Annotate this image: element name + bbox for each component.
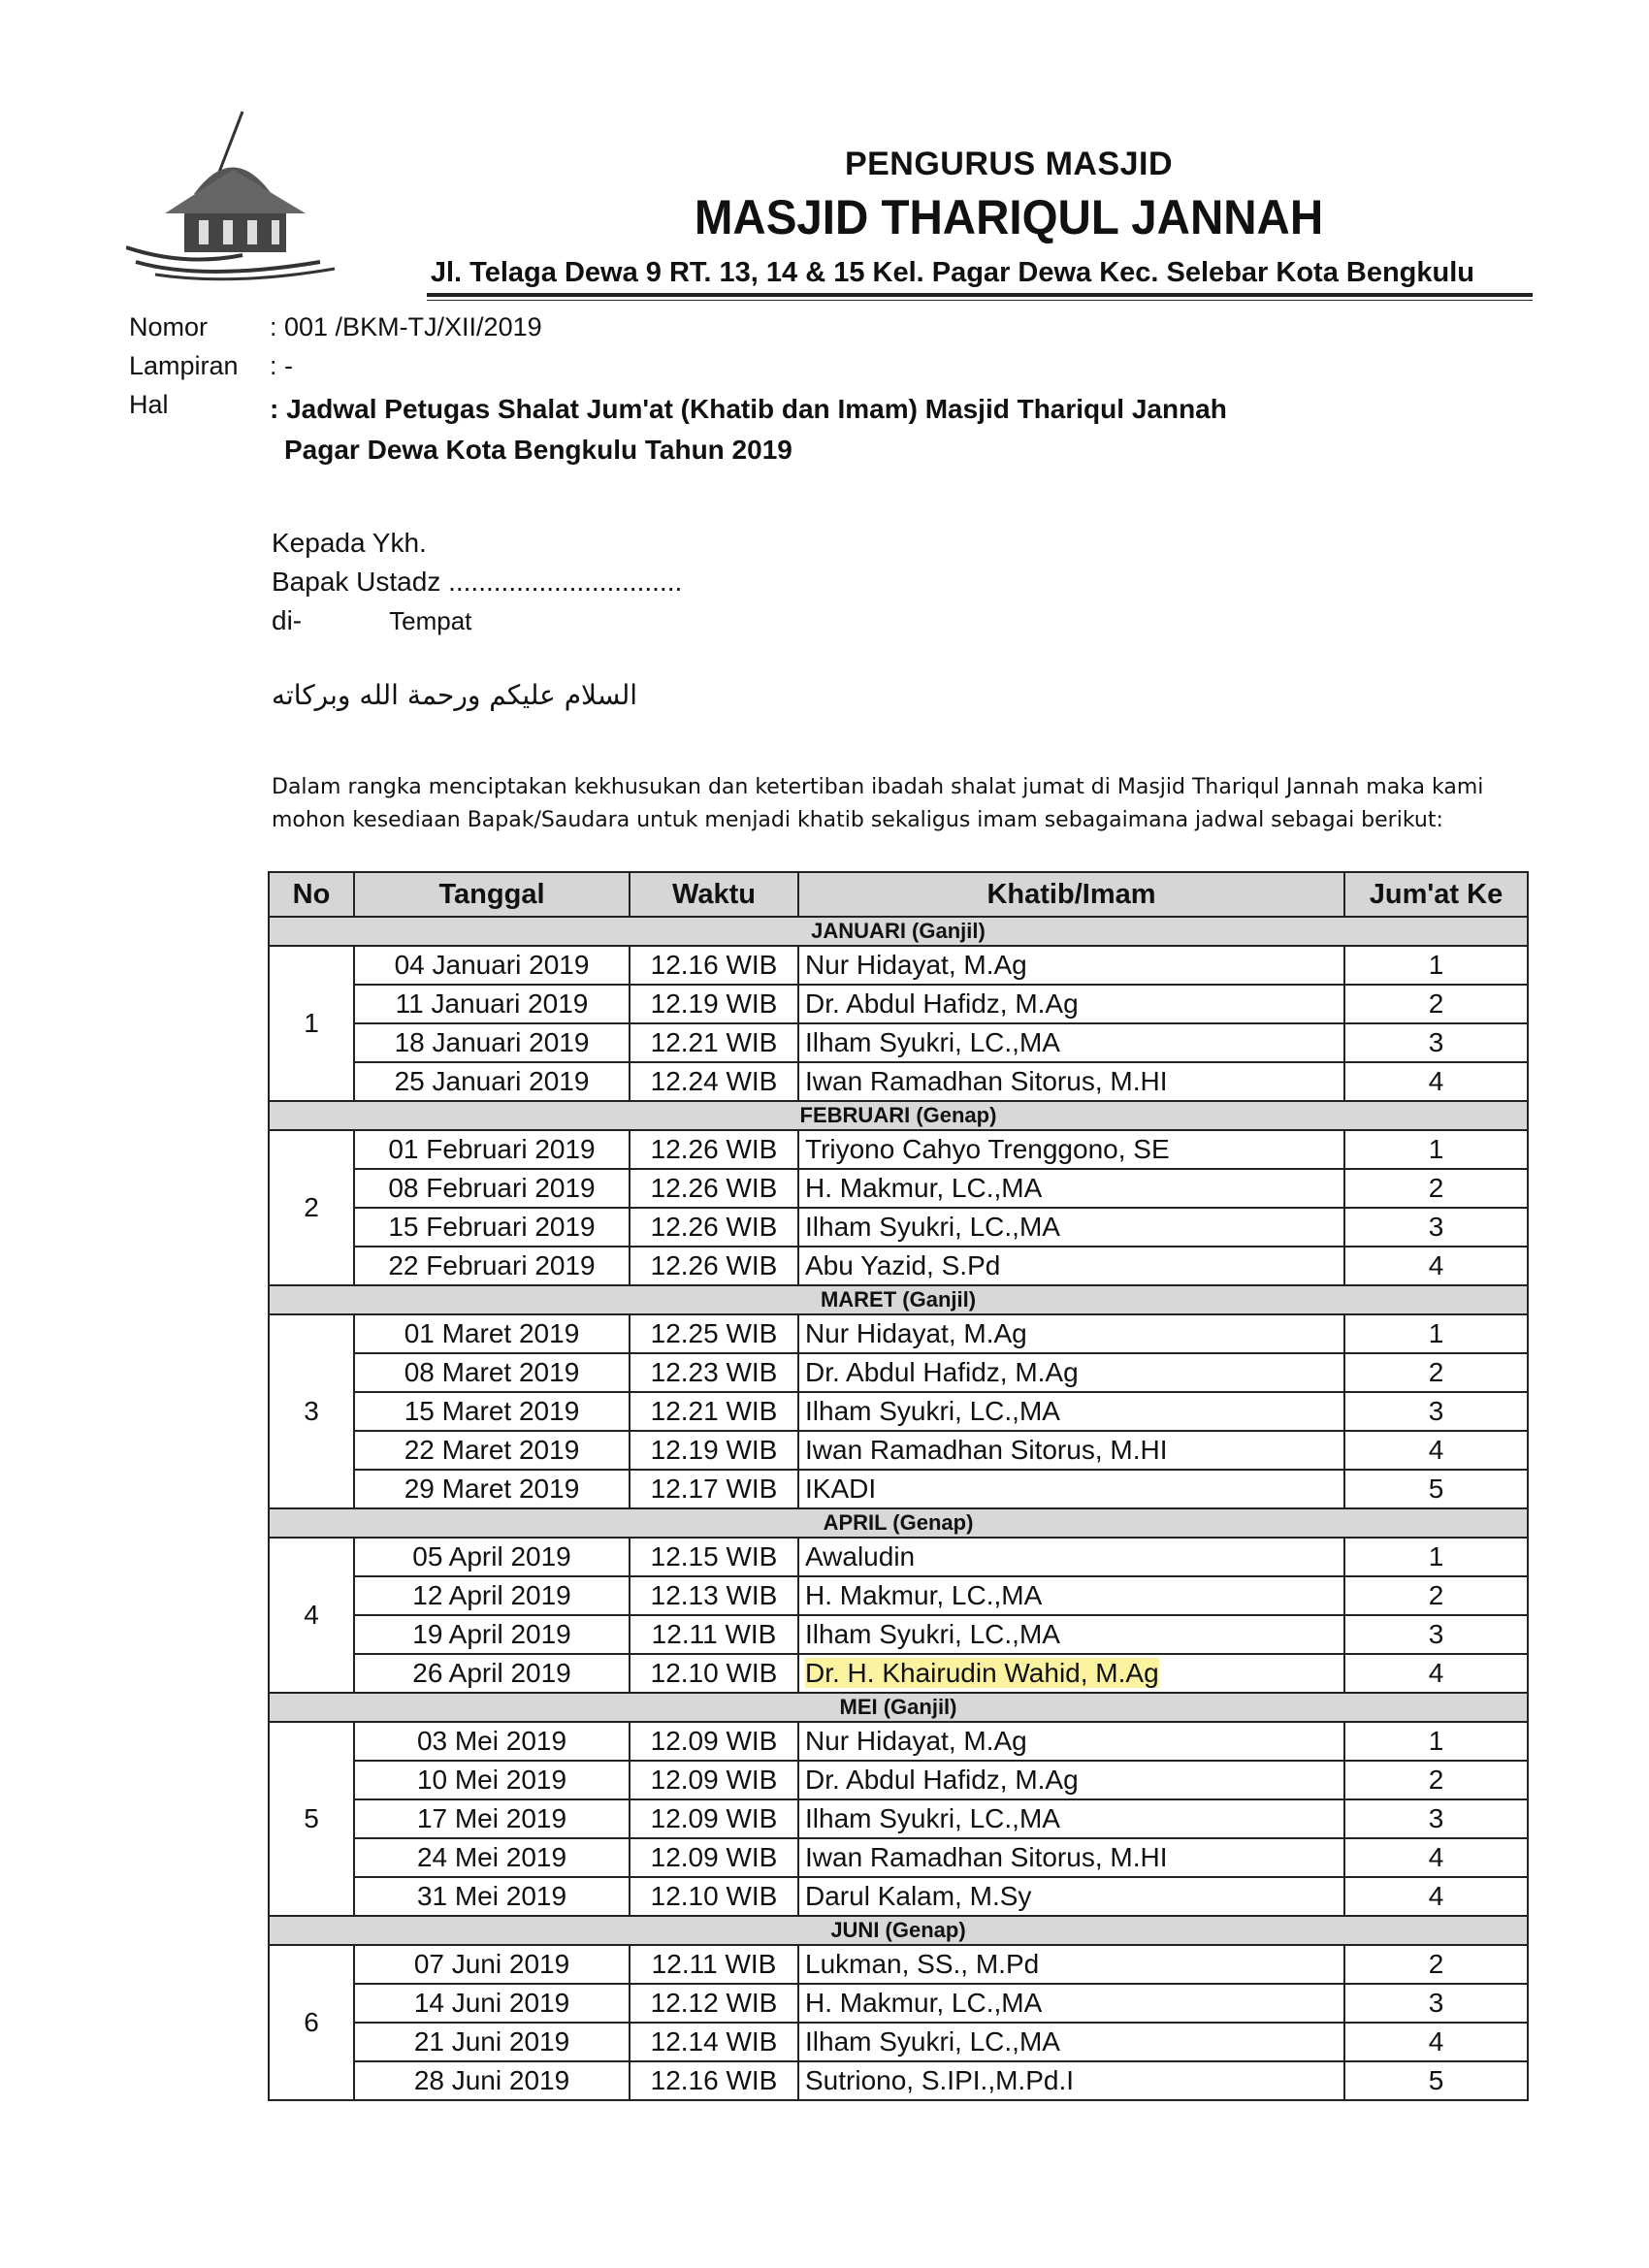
month-row [269,1101,1528,1130]
table-row [269,2061,1528,2100]
cell-jumat-ke: 3 [1344,1615,1528,1654]
table-row [269,1761,1528,1799]
letterhead [427,146,1591,289]
cell-jumat-ke: 3 [1344,1208,1528,1247]
col-header-no: No [269,872,354,917]
cell-waktu: 12.13 WIB [630,1576,798,1615]
cell-khatib: Dr. Abdul Hafidz, M.Ag [798,985,1344,1023]
table-row [269,1314,1528,1353]
salam-greeting: السلام عليكم ورحمة الله وبركاته [272,679,638,711]
cell-waktu: 12.09 WIB [630,1722,798,1761]
cell-jumat-ke: 1 [1344,1538,1528,1576]
cell-tanggal: 31 Mei 2019 [354,1877,630,1916]
table-row [269,1576,1528,1615]
cell-jumat-ke: 1 [1344,1722,1528,1761]
cell-khatib: Abu Yazid, S.Pd [798,1247,1344,1285]
cell-tanggal: 24 Mei 2019 [354,1838,630,1877]
mosque-name: MASJID THARIQUL JANNAH [694,190,1324,244]
table-row [269,1023,1528,1062]
addr-tempat: Tempat [389,606,472,635]
cell-waktu: 12.26 WIB [630,1130,798,1169]
cell-khatib: H. Makmur, LC.,MA [798,1169,1344,1208]
table-row [269,1654,1528,1693]
cell-tanggal: 17 Mei 2019 [354,1799,630,1838]
month-title: JUNI (Genap) [269,1916,1528,1945]
month-row [269,1508,1528,1538]
org-line-1: PENGURUS MASJID [844,146,1174,182]
col-header-jumat-ke: Jum'at Ke [1344,872,1528,917]
cell-tanggal: 12 April 2019 [354,1576,630,1615]
cell-tanggal: 04 Januari 2019 [354,946,630,985]
table-row [269,1877,1528,1916]
addr-line-2: Bapak Ustadz ............................... [272,567,683,597]
letter-meta [129,312,1227,429]
cell-tanggal: 22 Maret 2019 [354,1431,630,1470]
cell-tanggal: 15 Maret 2019 [354,1392,630,1431]
cell-tanggal: 10 Mei 2019 [354,1761,630,1799]
month-row [269,1693,1528,1722]
table-row [269,1538,1528,1576]
cell-khatib: Ilham Syukri, LC.,MA [798,1615,1344,1654]
cell-khatib: Dr. Abdul Hafidz, M.Ag [798,1353,1344,1392]
table-row [269,1247,1528,1285]
cell-khatib: Nur Hidayat, M.Ag [798,946,1344,985]
addr-line-1: Kepada Ykh. [272,528,427,558]
cell-no: 3 [269,1314,354,1508]
cell-waktu: 12.16 WIB [630,2061,798,2100]
cell-jumat-ke: 4 [1344,1431,1528,1470]
cell-khatib: H. Makmur, LC.,MA [798,1576,1344,1615]
hal-value-cont: Pagar Dewa Kota Bengkulu Tahun 2019 [284,435,792,465]
cell-tanggal: 18 Januari 2019 [354,1023,630,1062]
nomor-value: : 001 /BKM-TJ/XII/2019 [270,312,542,341]
cell-tanggal: 15 Februari 2019 [354,1208,630,1247]
cell-khatib: Ilham Syukri, LC.,MA [798,1392,1344,1431]
letterhead-rule-thin [427,300,1533,301]
cell-jumat-ke: 2 [1344,1945,1528,1984]
table-row [269,2023,1528,2061]
cell-jumat-ke: 4 [1344,1838,1528,1877]
cell-no: 1 [269,946,354,1101]
table-row [269,1062,1528,1101]
month-title: MEI (Ganjil) [269,1693,1528,1722]
table-row [269,1838,1528,1877]
cell-waktu: 12.09 WIB [630,1838,798,1877]
cell-waktu: 12.09 WIB [630,1799,798,1838]
table-row [269,1130,1528,1169]
table-row [269,985,1528,1023]
cell-tanggal: 07 Juni 2019 [354,1945,630,1984]
cell-jumat-ke: 2 [1344,1353,1528,1392]
highlighted-name: Dr. H. Khairudin Wahid, M.Ag [805,1658,1159,1688]
table-row [269,1799,1528,1838]
address-block [272,524,682,640]
lampiran-label: Lampiran [129,351,239,380]
cell-khatib: Ilham Syukri, LC.,MA [798,1799,1344,1838]
cell-khatib: Dr. Abdul Hafidz, M.Ag [798,1761,1344,1799]
table-row [269,1208,1528,1247]
cell-waktu: 12.15 WIB [630,1538,798,1576]
cell-jumat-ke: 4 [1344,1654,1528,1693]
col-header-khatib: Khatib/Imam [798,872,1344,917]
cell-jumat-ke: 2 [1344,1169,1528,1208]
cell-waktu: 12.21 WIB [630,1023,798,1062]
lampiran-value: : - [270,351,293,380]
hal-label: Hal [129,390,169,419]
cell-jumat-ke: 2 [1344,1576,1528,1615]
org-address: Jl. Telaga Dewa 9 RT. 13, 14 & 15 Kel. Pagar Dewa Kec. Selebar Kota Bengkulu [430,257,1474,288]
cell-no: 2 [269,1130,354,1285]
cell-waktu: 12.11 WIB [630,1945,798,1984]
table-row [269,1984,1528,2023]
cell-no: 4 [269,1538,354,1693]
month-title: MARET (Ganjil) [269,1285,1528,1314]
cell-khatib: Nur Hidayat, M.Ag [798,1722,1344,1761]
cell-waktu: 12.26 WIB [630,1169,798,1208]
cell-waktu: 12.26 WIB [630,1208,798,1247]
cell-khatib: Triyono Cahyo Trenggono, SE [798,1130,1344,1169]
cell-waktu: 12.25 WIB [630,1314,798,1353]
cell-waktu: 12.10 WIB [630,1654,798,1693]
cell-waktu: 12.14 WIB [630,2023,798,2061]
table-row [269,1945,1528,1984]
cell-jumat-ke: 5 [1344,2061,1528,2100]
col-header-tanggal: Tanggal [354,872,630,917]
cell-jumat-ke: 4 [1344,1877,1528,1916]
cell-jumat-ke: 3 [1344,1984,1528,2023]
cell-khatib [798,1654,1344,1693]
cell-jumat-ke: 2 [1344,1761,1528,1799]
cell-tanggal: 03 Mei 2019 [354,1722,630,1761]
cell-tanggal: 05 April 2019 [354,1538,630,1576]
cell-tanggal: 19 April 2019 [354,1615,630,1654]
mosque-logo [126,102,340,286]
cell-khatib: Iwan Ramadhan Sitorus, M.HI [798,1838,1344,1877]
cell-tanggal: 22 Februari 2019 [354,1247,630,1285]
cell-no: 5 [269,1722,354,1916]
cell-tanggal: 21 Juni 2019 [354,2023,630,2061]
cell-tanggal: 29 Maret 2019 [354,1470,630,1508]
month-title: JANUARI (Ganjil) [269,917,1528,946]
cell-tanggal: 08 Februari 2019 [354,1169,630,1208]
cell-jumat-ke: 1 [1344,946,1528,985]
cell-khatib: Iwan Ramadhan Sitorus, M.HI [798,1062,1344,1101]
month-row [269,1285,1528,1314]
cell-jumat-ke: 4 [1344,1247,1528,1285]
cell-waktu: 12.24 WIB [630,1062,798,1101]
addr-line-3: di- [272,605,303,635]
cell-no: 6 [269,1945,354,2100]
cell-waktu: 12.21 WIB [630,1392,798,1431]
cell-khatib: Nur Hidayat, M.Ag [798,1314,1344,1353]
cell-tanggal: 01 Maret 2019 [354,1314,630,1353]
cell-waktu: 12.12 WIB [630,1984,798,2023]
cell-khatib: Ilham Syukri, LC.,MA [798,1208,1344,1247]
cell-tanggal: 08 Maret 2019 [354,1353,630,1392]
month-title: FEBRUARI (Genap) [269,1101,1528,1130]
cell-jumat-ke: 3 [1344,1023,1528,1062]
cell-khatib: Darul Kalam, M.Sy [798,1877,1344,1916]
cell-jumat-ke: 2 [1344,985,1528,1023]
cell-jumat-ke: 5 [1344,1470,1528,1508]
cell-waktu: 12.19 WIB [630,1431,798,1470]
cell-waktu: 12.10 WIB [630,1877,798,1916]
cell-khatib: Lukman, SS., M.Pd [798,1945,1344,1984]
cell-waktu: 12.19 WIB [630,985,798,1023]
table-row [269,1615,1528,1654]
table-row [269,1470,1528,1508]
cell-jumat-ke: 1 [1344,1130,1528,1169]
cell-jumat-ke: 4 [1344,1062,1528,1101]
schedule-table [268,871,1529,2101]
cell-khatib: H. Makmur, LC.,MA [798,1984,1344,2023]
table-header-row [269,872,1528,917]
table-row [269,1722,1528,1761]
cell-tanggal: 28 Juni 2019 [354,2061,630,2100]
cell-tanggal: 14 Juni 2019 [354,1984,630,2023]
cell-waktu: 12.23 WIB [630,1353,798,1392]
table-row [269,1431,1528,1470]
col-header-waktu: Waktu [630,872,798,917]
cell-jumat-ke: 1 [1344,1314,1528,1353]
cell-khatib: Sutriono, S.IPI.,M.Pd.I [798,2061,1344,2100]
cell-khatib: Awaludin [798,1538,1344,1576]
cell-waktu: 12.11 WIB [630,1615,798,1654]
cell-jumat-ke: 3 [1344,1392,1528,1431]
cell-waktu: 12.26 WIB [630,1247,798,1285]
cell-khatib: IKADI [798,1470,1344,1508]
cell-jumat-ke: 3 [1344,1799,1528,1838]
letterhead-rule [427,293,1533,297]
cell-khatib: Ilham Syukri, LC.,MA [798,1023,1344,1062]
cell-tanggal: 26 April 2019 [354,1654,630,1693]
month-row [269,1916,1528,1945]
table-row [269,946,1528,985]
cell-tanggal: 25 Januari 2019 [354,1062,630,1101]
cell-waktu: 12.09 WIB [630,1761,798,1799]
month-row [269,917,1528,946]
cell-tanggal: 11 Januari 2019 [354,985,630,1023]
cell-khatib: Ilham Syukri, LC.,MA [798,2023,1344,2061]
month-title: APRIL (Genap) [269,1508,1528,1538]
intro-paragraph: Dalam rangka menciptakan kekhusukan dan ketertiban ibadah shalat jumat di Masjid Thariqul Jannah maka kami mohon kesediaan Bapak/Saudara untuk menjadi khatib sekaligus imam sebagaimana jadwal sebagai berikut: [272,775,1484,832]
nomor-label: Nomor [129,312,209,341]
cell-jumat-ke: 4 [1344,2023,1528,2061]
cell-waktu: 12.17 WIB [630,1470,798,1508]
hal-value: : Jadwal Petugas Shalat Jum'at (Khatib dan Imam) Masjid Thariqul Jannah [270,394,1227,424]
cell-khatib: Iwan Ramadhan Sitorus, M.HI [798,1431,1344,1470]
table-row [269,1169,1528,1208]
table-row [269,1392,1528,1431]
cell-tanggal: 01 Februari 2019 [354,1130,630,1169]
cell-waktu: 12.16 WIB [630,946,798,985]
table-row [269,1353,1528,1392]
